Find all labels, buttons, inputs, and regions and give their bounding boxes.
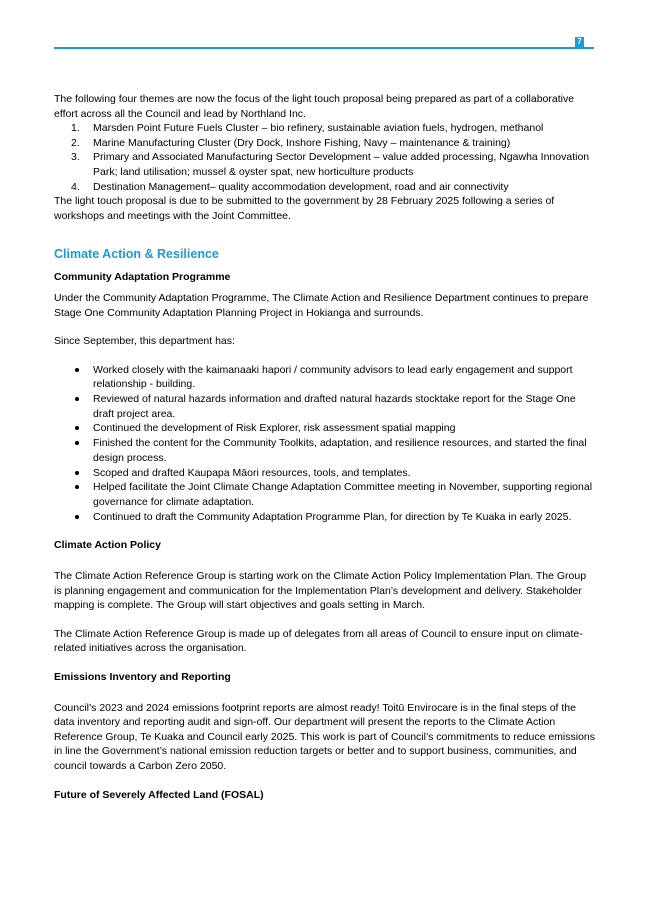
themes-list — [54, 121, 595, 194]
subheading-fosal: Future of Severely Affected Land (FOSAL) — [54, 788, 264, 801]
policy-paragraph-2: The Climate Action Reference Group is made up of delegates from all areas of Council to ensure input on climate-related initiatives across the organisation. — [54, 627, 583, 655]
bullet-icon — [75, 471, 79, 475]
list-item — [54, 136, 595, 151]
list-item-text: Destination Management– quality accommodation development, road and air connectivity — [93, 180, 509, 193]
list-item-text: Reviewed of natural hazards information and drafted natural hazards stocktake report for the Stage One draft project area. — [93, 393, 576, 420]
list-item — [54, 363, 595, 392]
bullet-icon — [75, 515, 79, 519]
list-item-text: Marine Manufacturing Cluster (Dry Dock, Inshore Fishing, Navy – maintenance & training) — [93, 136, 511, 149]
list-item — [54, 480, 595, 509]
list-item — [54, 392, 595, 421]
list-item-text: Scoped and drafted Kaupapa Māori resources, tools, and templates. — [93, 466, 411, 479]
subheading-climate-policy: Climate Action Policy — [54, 539, 161, 552]
policy-paragraph-1: The Climate Action Reference Group is starting work on the Climate Action Policy Implementation Plan. The Group is planning engagement and communication for the Implementation Plan’s development and delivery. Stakeholder mapping is complete. The Group will start objectives and goals setting in March. — [54, 569, 587, 612]
list-item — [54, 421, 595, 436]
cap-intro-line: Since September, this department has: — [54, 335, 235, 348]
list-item-text: Marsden Point Future Fuels Cluster – bio refinery, sustainable aviation fuels, hydrogen, methanol — [93, 122, 544, 135]
submission-paragraph: The light touch proposal is due to be submitted to the government by 28 February 2025 following a series of workshops and meetings with the Joint Committee. — [54, 195, 555, 222]
intro-paragraph: The following four themes are now the focus of the light touch proposal being prepared as part of a collaborative effort across all the Council and lead by Northland Inc. — [54, 93, 575, 120]
list-item-text: Continued the development of Risk Explorer, risk assessment spatial mapping — [93, 422, 456, 435]
cap-bullet-list — [54, 363, 595, 525]
list-number: 4. — [71, 180, 80, 193]
subheading-emissions: Emissions Inventory and Reporting — [54, 670, 231, 683]
header-rule — [54, 47, 594, 49]
bullet-icon — [75, 441, 79, 445]
list-number: 2. — [71, 136, 80, 149]
list-item — [54, 436, 595, 465]
cap-paragraph: Under the Community Adaptation Programme, The Climate Action and Resilience Department continues to prepare Stage One Community Adaptation Planning Project in Hokianga and surrounds. — [54, 291, 589, 319]
list-item — [54, 150, 595, 179]
list-item — [54, 180, 595, 195]
bullet-icon — [75, 485, 79, 489]
list-item — [54, 466, 595, 481]
bullet-icon — [75, 397, 79, 401]
bullet-icon — [75, 426, 79, 430]
bullet-icon — [75, 368, 79, 372]
section-heading-climate: Climate Action & Resilience — [54, 247, 219, 262]
list-item — [54, 121, 595, 136]
list-item — [54, 510, 595, 525]
list-number: 3. — [71, 151, 80, 164]
list-item-text: Helped facilitate the Joint Climate Change Adaptation Committee meeting in November, supporting regional governance for climate adaptation. — [93, 481, 593, 508]
list-item-text: Primary and Associated Manufacturing Sector Development – value added processing, Ngawha Innovation Park; land utilisation; mussel & oyster spat, new horticulture products — [93, 151, 590, 178]
list-number: 1. — [71, 122, 80, 135]
document-body — [54, 92, 595, 802]
list-item-text: Finished the content for the Community Toolkits, adaptation, and resilience resources, and started the final design process. — [93, 437, 587, 464]
page-number: 7 — [575, 37, 584, 47]
list-item-text: Worked closely with the kaimanaaki hapori / community advisors to lead early engagement and support relationship - building. — [93, 363, 573, 391]
subheading-community-adaptation: Community Adaptation Programme — [54, 271, 231, 284]
emissions-paragraph: Council’s 2023 and 2024 emissions footprint reports are almost ready! Toitū Envirocare is in the final steps of the data inventory and reporting audit and sign-off. Our department will present the reports to the Climate Action Reference Group, Te Kuaka and Council early 2025. This work is part of Council’s commitments to reduce emissions in line the Government’s national emission reduction targets or better and to support business, communities, and council towards a Carbon Zero 2050. — [54, 701, 596, 772]
list-item-text: Continued to draft the Community Adaptation Programme Plan, for direction by Te Kuaka in early 2025. — [93, 510, 572, 523]
